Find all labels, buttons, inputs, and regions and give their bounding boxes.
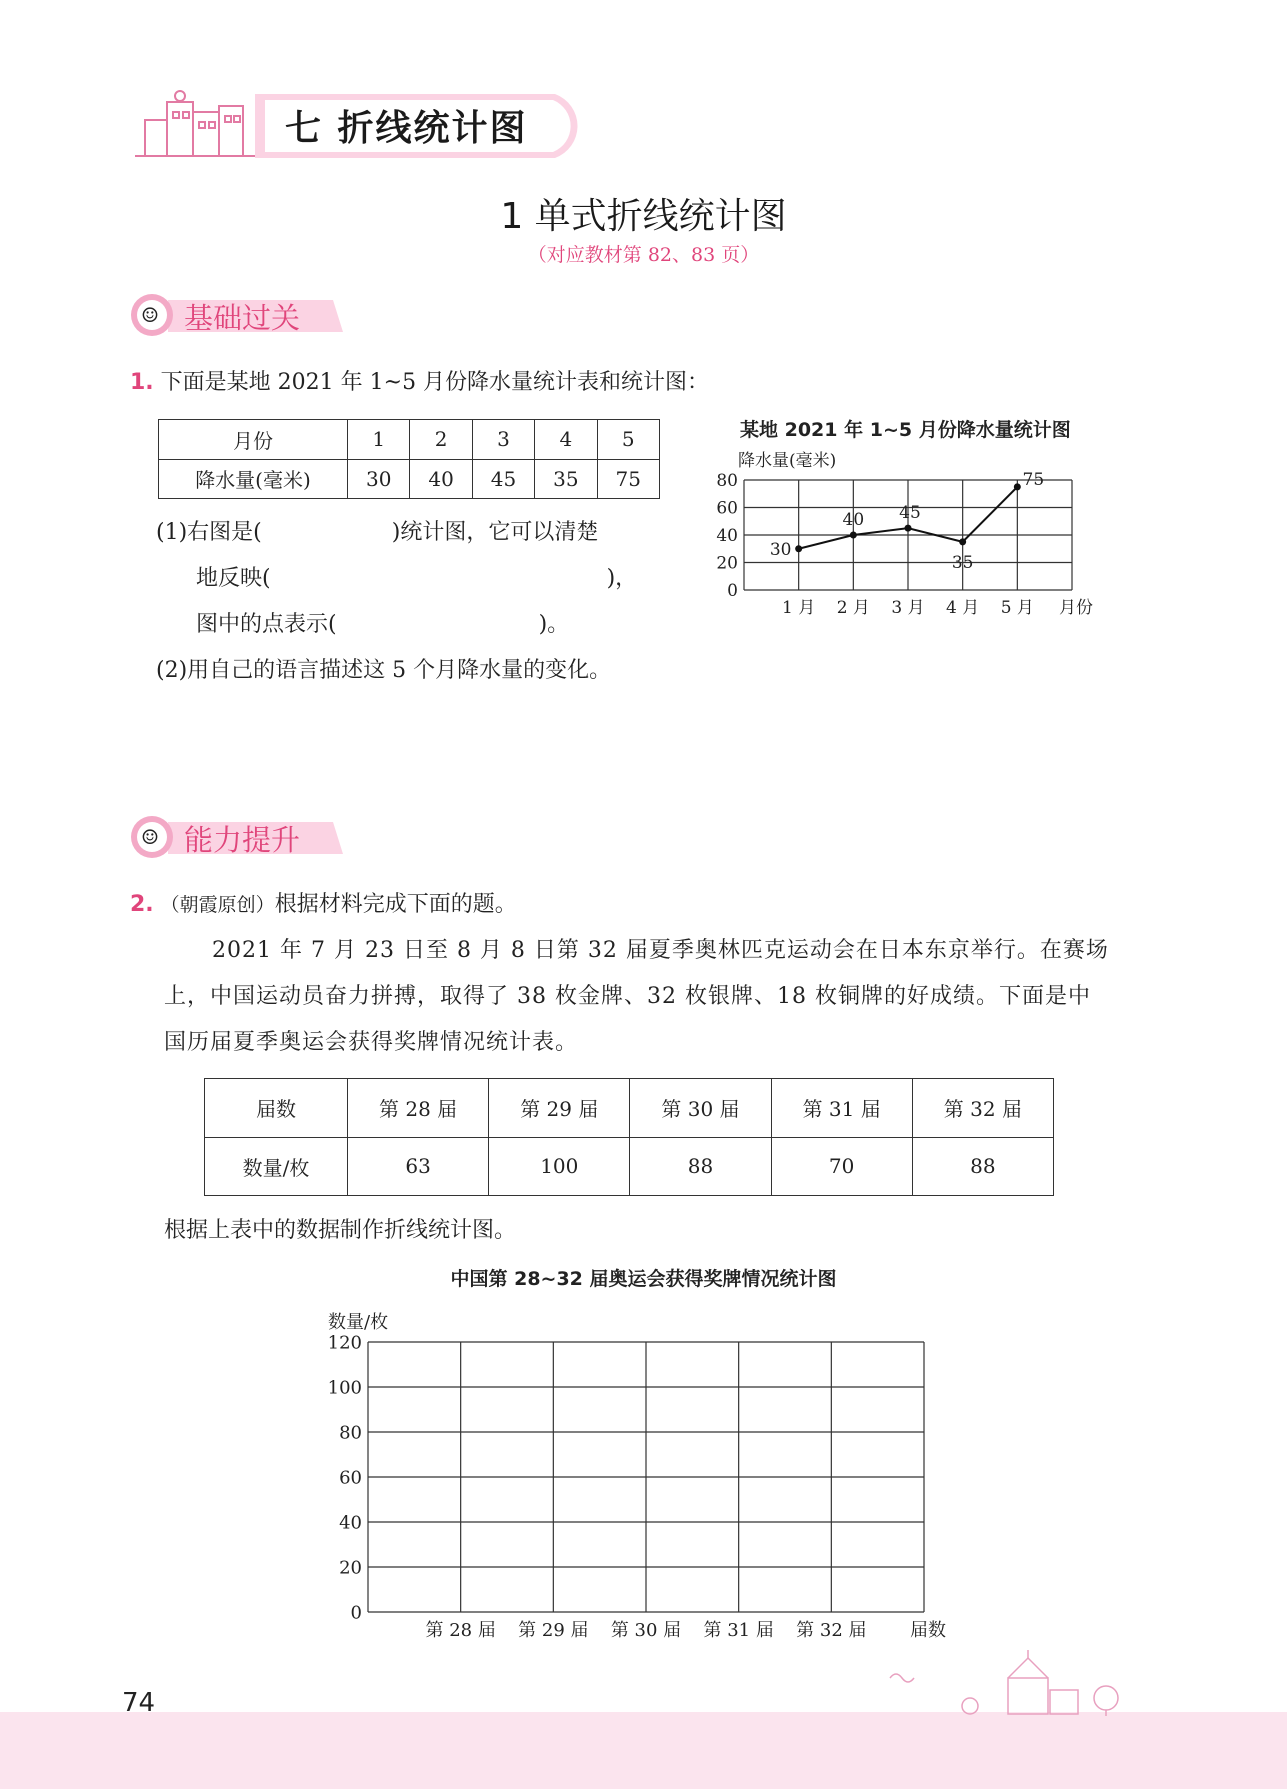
y-tick-label: 20: [716, 553, 738, 574]
castle-decoration-icon: [880, 1648, 1180, 1718]
y-axis-label: 降水量(毫米): [738, 451, 837, 471]
data-label: 35: [951, 552, 974, 573]
q2-instruction: 根据上表中的数据制作折线统计图。: [164, 1218, 517, 1243]
q1-sub1-text-b: )统计图，它可以清楚: [391, 520, 599, 545]
table-cell: 88: [912, 1137, 1053, 1196]
data-label: 75: [1022, 469, 1045, 490]
table-cell: 35: [535, 459, 597, 499]
y-tick-label: 100: [327, 1377, 362, 1399]
y-axis-label: 数量/枚: [328, 1312, 389, 1333]
question-2: [130, 890, 517, 921]
page-number: 74: [122, 1688, 156, 1718]
q2-paragraph-line2: 上，中国运动员奋力拼搏，取得了 38 枚金牌、32 枚银牌、18 枚铜牌的好成绩。下面是中: [164, 984, 1091, 1009]
table-cell: 100: [489, 1137, 630, 1196]
y-tick-label: 60: [339, 1467, 362, 1489]
y-tick-label: 20: [339, 1557, 362, 1579]
rainfall-line-chart: [700, 440, 1120, 625]
chapter-title: 七 折线统计图: [285, 108, 528, 149]
question-2-prompt: 根据材料完成下面的题。: [274, 892, 517, 917]
x-tick-label: 3 月: [891, 598, 925, 618]
badge-advanced-label: 能力提升: [184, 823, 301, 857]
y-tick-label: 0: [350, 1602, 362, 1624]
q1-sub2: (2)用自己的语言描述这 5 个月降水量的变化。: [156, 658, 612, 683]
table-cell: 4: [535, 420, 597, 460]
y-tick-label: 0: [727, 580, 738, 601]
table-cell: 63: [348, 1137, 489, 1196]
question-2-source: （朝霞原创）: [160, 894, 275, 916]
y-tick-label: 40: [339, 1512, 362, 1534]
data-label: 40: [842, 510, 865, 530]
q1-sub1-text-f: )。: [538, 612, 570, 637]
section-badge-advanced: [128, 812, 348, 862]
x-tick-label: 第 30 届: [610, 1620, 682, 1641]
y-tick-label: 60: [716, 498, 738, 519]
table-cell: 第 32 届: [912, 1079, 1053, 1138]
q1-sub1-text-d: )，: [606, 566, 638, 591]
y-tick-label: 80: [339, 1422, 362, 1444]
x-tick-label: 2 月: [836, 598, 870, 618]
section-badge-basic: [128, 290, 348, 340]
student-icon: ☺: [141, 303, 159, 327]
x-axis-label: 届数: [910, 1620, 946, 1641]
table-cell: 第 29 届: [489, 1079, 630, 1138]
q1-sub1-line2: [196, 564, 637, 595]
badge-basic-label: 基础过关: [184, 301, 301, 335]
question-1-number: 1.: [130, 370, 154, 395]
data-point: [850, 532, 857, 539]
table-cell: 45: [472, 459, 534, 499]
question-2-number: 2.: [130, 892, 154, 917]
y-tick-label: 120: [327, 1332, 362, 1354]
castle-illustration-icon: [135, 91, 255, 156]
x-tick-label: 第 28 届: [425, 1620, 496, 1641]
table-header-label: 月份: [159, 420, 348, 460]
q1-sub1-text-e: 图中的点表示(: [196, 612, 337, 637]
rainfall-chart-title: 某地 2021 年 1~5 月份降水量统计图: [740, 419, 1071, 441]
table-header-label: 届数: [205, 1079, 348, 1138]
q1-sub1-text-a: (1)右图是(: [156, 520, 262, 545]
question-1-prompt: 下面是某地 2021 年 1~5 月份降水量统计表和统计图：: [160, 370, 710, 395]
table-row: [159, 459, 660, 499]
table-cell: 第 30 届: [630, 1079, 771, 1138]
table-cell: 第 31 届: [771, 1079, 912, 1138]
student-icon: ☺: [141, 825, 159, 849]
x-tick-label: 第 32 届: [796, 1620, 867, 1641]
table-cell: 30: [348, 459, 410, 499]
medal-chart-title: 中国第 28~32 届奥运会获得奖牌情况统计图: [450, 1268, 837, 1290]
q1-sub1-line3: [196, 610, 569, 641]
data-point: [959, 538, 966, 545]
x-tick-label: 4 月: [946, 598, 980, 618]
table-cell: 88: [630, 1137, 771, 1196]
section-reference: （对应教材第 82、83 页）: [527, 244, 760, 266]
q2-paragraph-line3: 国历届夏季奥运会获得奖牌情况统计表。: [164, 1030, 579, 1055]
table-row: [205, 1137, 1054, 1196]
table-cell: 2: [410, 420, 472, 460]
x-tick-label: 5 月: [1000, 598, 1034, 618]
question-1: [130, 368, 709, 399]
y-tick-label: 40: [716, 525, 738, 546]
data-point: [1014, 483, 1021, 490]
x-tick-label: 1 月: [782, 598, 816, 618]
footer-band: [0, 1712, 1287, 1789]
q2-paragraph-line1: 2021 年 7 月 23 日至 8 月 8 日第 32 届夏季奥林匹克运动会在日本东京举行。在赛场: [212, 938, 1109, 963]
table-cell: 70: [771, 1137, 912, 1196]
table-row: [205, 1079, 1054, 1138]
data-label: 45: [899, 503, 921, 524]
table-cell: 1: [348, 420, 410, 460]
table-cell: 75: [597, 459, 659, 499]
x-tick-label: 第 31 届: [703, 1620, 774, 1641]
section-title: 1 单式折线统计图: [500, 196, 787, 237]
table-row: [159, 420, 660, 460]
table-cell: 5: [597, 420, 659, 460]
y-tick-label: 80: [716, 470, 738, 491]
data-label: 30: [769, 539, 792, 560]
table-cell: 40: [410, 459, 472, 499]
data-point: [905, 525, 912, 532]
table-cell: 3: [472, 420, 534, 460]
x-axis-label: 月份: [1059, 598, 1093, 618]
medal-table: [204, 1078, 1054, 1196]
medal-line-chart[interactable]: [300, 1300, 980, 1650]
q1-sub1-line1: [156, 518, 598, 549]
table-row-label: 降水量(毫米): [159, 459, 348, 499]
x-tick-label: 第 29 届: [518, 1620, 589, 1641]
q1-sub1-text-c: 地反映(: [196, 566, 271, 591]
table-cell: 第 28 届: [348, 1079, 489, 1138]
rainfall-table: [158, 419, 660, 499]
table-row-label: 数量/枚: [205, 1137, 348, 1196]
data-point: [795, 545, 802, 552]
